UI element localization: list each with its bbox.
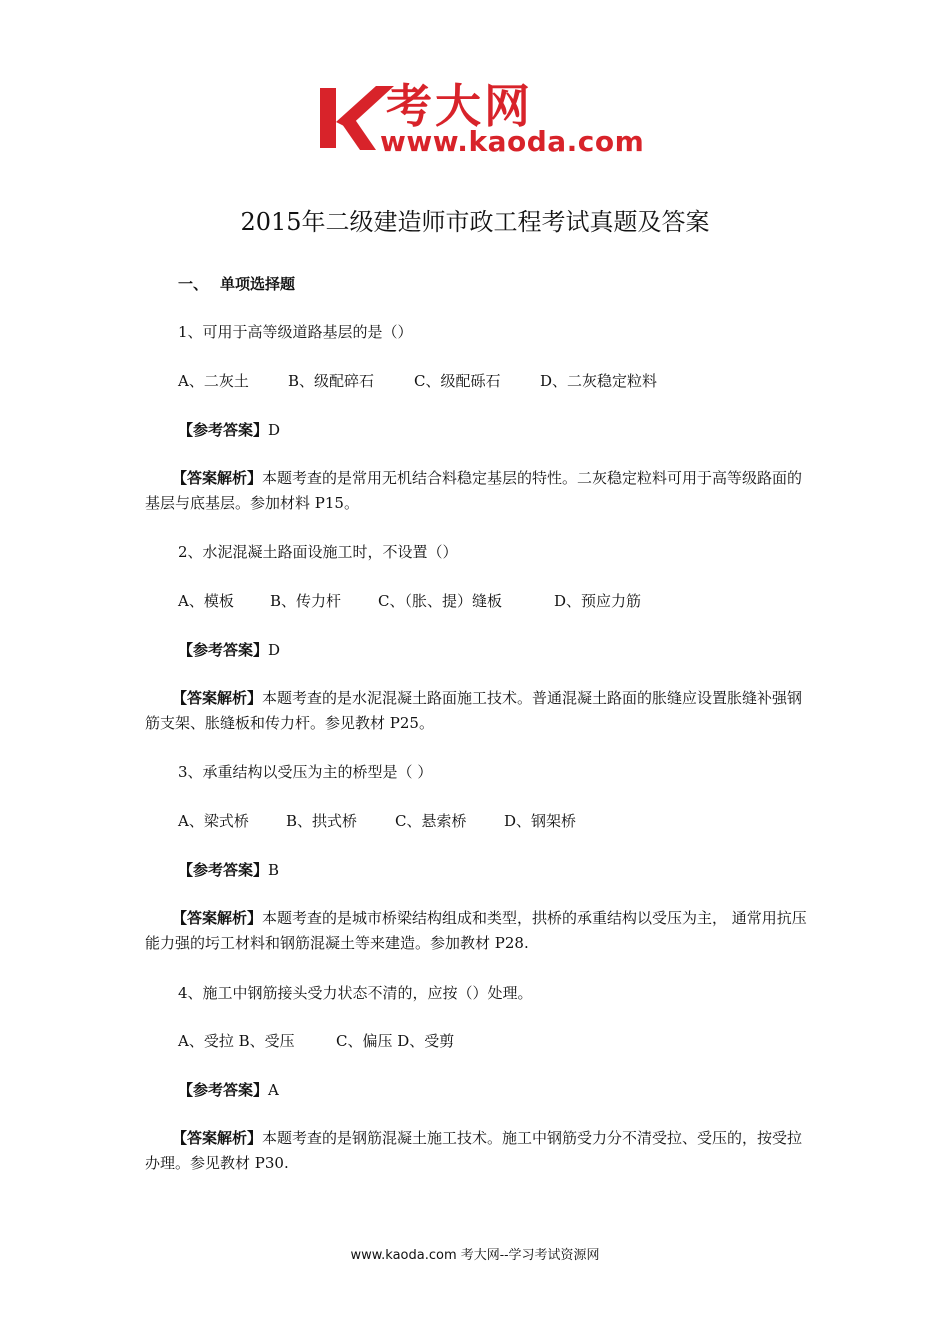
question-3-options — [178, 809, 576, 833]
option-cd: C、偏压 D、受剪 — [336, 1032, 455, 1050]
question-3-analysis — [145, 906, 810, 956]
option-b: B、传力杆 — [270, 592, 342, 610]
option-d: D、钢架桥 — [504, 812, 577, 830]
answer-label: 【参考答案】 — [178, 1081, 269, 1099]
analysis-label: 【答案解析】 — [172, 1129, 263, 1147]
analysis-text: 本题考查的是常用无机结合料稳定基层的特性。二灰稳定粒料可用于高等级路面的基层与底基层。参加材料 P15。 — [145, 469, 803, 512]
question-1-answer — [178, 418, 280, 442]
analysis-text: 本题考查的是水泥混凝土路面施工技术。普通混凝土路面的胀缝应设置胀缝补强钢筋支架、胀缝板和传力杆。参见教材 P25。 — [145, 689, 803, 732]
question-2-stem: 2、水泥混凝土路面设施工时，不设置（） — [178, 543, 458, 561]
answer-value: D — [268, 641, 281, 659]
question-1-options — [178, 369, 657, 393]
question-2-analysis — [145, 686, 810, 736]
option-ab: A、受拉 B、受压 — [178, 1032, 295, 1050]
question-2-answer — [178, 638, 280, 662]
kaoda-logo — [318, 79, 645, 162]
question-1-stem: 1、可用于高等级道路基层的是（） — [178, 323, 413, 341]
option-b: B、拱式桥 — [286, 812, 358, 830]
option-c: C、级配砾石 — [414, 372, 501, 390]
option-d: D、预应力筋 — [554, 592, 642, 610]
option-d: D、二灰稳定粒料 — [540, 372, 658, 390]
footer-url[interactable]: www.kaoda.com — [350, 1248, 457, 1263]
answer-label: 【参考答案】 — [178, 421, 269, 439]
question-4-options — [178, 1029, 454, 1053]
analysis-label: 【答案解析】 — [172, 909, 263, 927]
question-3-stem: 3、承重结构以受压为主的桥型是（ ） — [178, 763, 433, 781]
question-4-answer — [178, 1078, 279, 1102]
analysis-label: 【答案解析】 — [172, 689, 263, 707]
question-4-analysis — [145, 1126, 810, 1176]
page-title: 2015年二级建造师市政工程考试真题及答案 — [240, 208, 710, 236]
question-4-stem: 4、施工中钢筋接头受力状态不清的，应按（）处理。 — [178, 984, 533, 1002]
footer-text: 考大网--学习考试资源网 — [456, 1248, 600, 1263]
option-c: C、（胀、提）缝板 — [378, 592, 502, 610]
page-footer — [0, 1246, 950, 1266]
answer-label: 【参考答案】 — [178, 861, 269, 879]
answer-value: B — [268, 861, 280, 879]
question-1-analysis — [145, 466, 810, 516]
answer-value: A — [268, 1081, 279, 1099]
section-label: 单项选择题 — [220, 275, 296, 293]
answer-label: 【参考答案】 — [178, 641, 269, 659]
answer-value: D — [268, 421, 281, 439]
analysis-text: 本题考查的是钢筋混凝土施工技术。施工中钢筋受力分不清受拉、受压的，按受拉办理。参见教材 P30. — [145, 1129, 803, 1172]
option-a: A、梁式桥 — [178, 812, 249, 830]
analysis-text: 本题考查的是城市桥梁结构组成和类型，拱桥的承重结构以受压为主， 通常用抗压能力强的圬工材料和钢筋混凝土等来建造。参加教材 P28. — [145, 909, 807, 952]
logo-url: www.kaoda.com — [380, 125, 645, 158]
option-a: A、模板 — [178, 592, 234, 610]
section-heading — [178, 272, 295, 296]
question-3-answer — [178, 858, 279, 882]
logo-chinese-name: 考大网 — [386, 79, 533, 133]
section-number: 一、 — [178, 275, 209, 293]
option-a: A、二灰土 — [178, 372, 249, 390]
option-b: B、级配碎石 — [288, 372, 375, 390]
option-c: C、悬索桥 — [395, 812, 467, 830]
analysis-label: 【答案解析】 — [172, 469, 263, 487]
question-2-options — [178, 589, 641, 613]
